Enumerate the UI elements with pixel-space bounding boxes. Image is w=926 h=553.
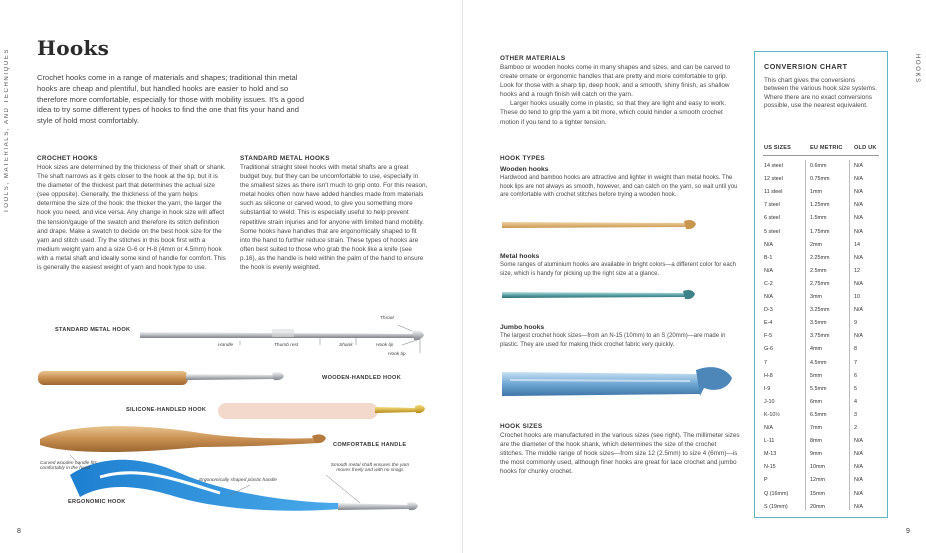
eu-metric-cell: 12mm <box>810 477 825 484</box>
eu-metric-cell: 3.5mm <box>810 320 827 327</box>
old-uk-cell: N/A <box>854 254 863 261</box>
wooden-handled-hook-image <box>38 371 284 385</box>
standard-metal-heading: STANDARD METAL HOOKS <box>240 155 330 162</box>
us-size-cell: D-3 <box>764 307 773 314</box>
us-size-cell: I-9 <box>764 385 771 392</box>
page-number-right: 9 <box>906 528 910 535</box>
table-row <box>755 423 887 436</box>
table-row <box>755 279 887 292</box>
table-row <box>755 502 887 515</box>
us-size-cell: 6 steel <box>764 215 780 222</box>
table-row <box>755 331 887 344</box>
chapter-side-header: HOOKS <box>914 54 920 84</box>
old-uk-cell: N/A <box>854 477 863 484</box>
old-uk-cell: 12 <box>854 267 860 274</box>
table-row <box>755 266 887 279</box>
hook-sizes-section <box>500 423 740 476</box>
table-row <box>755 397 887 410</box>
us-size-cell: C-2 <box>764 280 773 287</box>
table-row <box>755 410 887 423</box>
us-size-cell: N/A <box>764 425 773 431</box>
table-row <box>755 305 887 318</box>
eu-metric-cell: 8mm <box>810 438 822 445</box>
other-materials-body-1: Bamboo or wooden hooks come in many shapes and sizes, and can be carved to create ornate or ergonomic handles that are pretty and more comfortable to grip. Look for those with a sharp tip, deep hook, and a smooth, shiny finish, as shallow hooks and a rough finish will catch on the yarn. <box>500 64 731 99</box>
eu-metric-cell: 5mm <box>810 372 822 379</box>
eu-metric-cell: 5.5mm <box>810 385 827 392</box>
old-uk-cell: N/A <box>854 451 863 458</box>
silicone-handled-hook-label: SILICONE-HANDLED HOOK <box>126 407 207 413</box>
us-size-cell: 12 steel <box>764 176 783 183</box>
wooden-handled-hook-label: WOODEN-HANDLED HOOK <box>322 375 402 381</box>
eu-metric-cell: 2mm <box>810 241 822 248</box>
eu-metric-cell: 6mm <box>810 398 822 405</box>
page-number-left: 8 <box>17 528 21 535</box>
ergonomic-handle-note: Ergonomically shaped plastic handle <box>199 478 277 483</box>
metal-hooks-section <box>500 253 740 278</box>
old-uk-cell: N/A <box>854 333 863 340</box>
standard-metal-hook-image <box>140 329 424 340</box>
comfortable-handle-label: COMFORTABLE HANDLE <box>333 442 407 448</box>
table-row <box>755 344 887 357</box>
old-uk-cell: N/A <box>854 438 863 445</box>
us-size-cell: S (19mm) <box>764 503 788 510</box>
old-uk-cell: 4 <box>854 398 857 405</box>
us-size-cell: H-8 <box>764 372 773 379</box>
eu-metric-cell: 3mm <box>810 294 822 300</box>
eu-metric-cell: 1mm <box>810 189 822 196</box>
table-row <box>755 475 887 488</box>
table-row <box>755 384 887 397</box>
old-uk-cell: N/A <box>854 307 863 314</box>
left-page <box>0 0 462 553</box>
eu-metric-cell: 1.25mm <box>810 202 830 209</box>
curved-handle-note: Curved wooden handle fits comfortably in the hand <box>40 461 97 471</box>
table-row <box>755 213 887 226</box>
us-size-cell: B-1 <box>764 254 773 261</box>
header-us-sizes: US SIZES <box>764 145 792 151</box>
hook-lip-annotation: Hook lip <box>376 343 394 348</box>
eu-metric-cell: 20mm <box>810 503 825 510</box>
us-size-cell: 11 steel <box>764 189 783 196</box>
us-size-cell: J-10 <box>764 398 775 405</box>
table-row <box>755 240 887 253</box>
eu-metric-cell: 3.75mm <box>810 333 830 340</box>
table-row <box>755 292 887 305</box>
header-rule <box>763 155 879 156</box>
wooden-hooks-text: Hardwood and bamboo hooks are attractive and lighter in weight than metal hooks. The hook lips are not always as smooth, however, and can catch on the yarn, so wait until you are comfortable with crochet stitches before trying a wooden hook. <box>500 175 738 199</box>
old-uk-cell: N/A <box>854 503 863 510</box>
us-size-cell: 7 <box>764 359 767 366</box>
eu-metric-cell: 3.25mm <box>810 307 830 314</box>
old-uk-cell: N/A <box>854 280 863 287</box>
other-materials-heading: OTHER MATERIALS <box>500 55 566 62</box>
table-row <box>755 253 887 266</box>
old-uk-cell: N/A <box>854 189 863 196</box>
old-uk-cell: 9 <box>854 320 857 327</box>
table-row <box>755 449 887 462</box>
old-uk-cell: 10 <box>854 294 860 300</box>
hooks-illustration <box>0 305 462 530</box>
us-size-cell: Q (16mm) <box>764 490 789 497</box>
table-row <box>755 489 887 502</box>
header-eu-metric: EU METRIC <box>810 145 843 151</box>
section-side-header: TOOLS, MATERIALS, AND TECHNIQUES <box>4 48 10 213</box>
table-row <box>755 200 887 213</box>
wooden-hooks-title: Wooden hooks <box>500 166 549 173</box>
eu-metric-cell: 2.5mm <box>810 267 827 274</box>
page-title: Hooks <box>37 36 110 60</box>
eu-metric-cell: 7mm <box>810 425 822 431</box>
header-old-uk: OLD UK <box>854 145 877 151</box>
eu-metric-cell: 15mm <box>810 490 825 497</box>
old-uk-cell: 3 <box>854 411 857 418</box>
old-uk-cell: 8 <box>854 346 857 353</box>
hook-sizes-heading: HOOK SIZES <box>500 423 543 430</box>
us-size-cell: G-6 <box>764 346 773 353</box>
eu-metric-cell: 4mm <box>810 346 822 353</box>
table-row <box>755 161 887 174</box>
shank-annotation: Shank <box>339 343 353 348</box>
us-size-cell: P <box>764 477 768 484</box>
metal-hooks-text: Some ranges of aluminium hooks are available in bright colors—a different color for each size, which is handy for picking up the right size at a glance. <box>500 262 737 277</box>
table-row <box>755 371 887 384</box>
eu-metric-cell: 2.25mm <box>810 254 830 261</box>
us-size-cell: K-10½ <box>764 411 780 418</box>
other-materials-section <box>500 55 740 127</box>
us-size-cell: N/A <box>764 241 773 248</box>
other-materials-body-2: Larger hooks usually come in plastic, so that they are light and easy to work. These do tend to grip the yarn a bit more, which could hinder a smooth crochet motion if you tend to a tighter tension. <box>500 100 726 126</box>
table-row <box>755 227 887 240</box>
eu-metric-cell: 0.6mm <box>810 163 827 169</box>
eu-metric-cell: 10mm <box>810 464 825 471</box>
silicone-handled-hook-image <box>218 403 425 419</box>
standard-metal-body: Traditional straight steel hooks with metal shafts are a great budget buy, but they can be uncomfortable to use, especially in the smallest sizes as there isn't much to grip onto. For this reason, metal hooks often now have added handles made from materials such as silicone or carved wood, to give you something more substantial to wield. This is especially useful to help prevent repetitive strain injuries and for anyone with limited hand mobility. Some hooks have handles that are ergonomically shaped to fit into the hand to further reduce strain. These types of hooks are often best suited to those who grab the hook like a knife (see p.16), as the handle is held within the palm of the hand to ensure the hook is evenly weighted. <box>240 164 428 272</box>
eu-metric-cell: 1.75mm <box>810 228 830 235</box>
hook-types-heading: HOOK TYPES <box>500 155 545 162</box>
old-uk-cell: 6 <box>854 372 857 379</box>
eu-metric-cell: 2.75mm <box>810 280 830 287</box>
old-uk-cell: 7 <box>854 359 857 366</box>
old-uk-cell: 2 <box>854 425 857 431</box>
conversion-chart-title: CONVERSION CHART <box>764 62 848 71</box>
old-uk-cell: 14 <box>854 241 860 248</box>
old-uk-cell: N/A <box>854 228 863 235</box>
us-size-cell: E-4 <box>764 320 773 327</box>
table-row <box>755 174 887 187</box>
table-row <box>755 318 887 331</box>
conversion-chart <box>754 51 888 518</box>
old-uk-cell: 5 <box>854 385 857 392</box>
thumb-rest-annotation: Thumb rest <box>274 343 299 348</box>
ergonomic-hook-label: ERGONOMIC HOOK <box>68 499 126 505</box>
eu-metric-cell: 9mm <box>810 451 822 458</box>
us-size-cell: M-13 <box>764 451 777 458</box>
hook-tip-annotation: Hook tip <box>388 352 406 357</box>
us-size-cell: 5 steel <box>764 228 780 235</box>
smooth-shaft-note: Smooth metal shaft ensures the yarn moves freely and with no snags <box>330 463 410 473</box>
old-uk-cell: N/A <box>854 215 863 222</box>
old-uk-cell: N/A <box>854 490 863 497</box>
jumbo-hooks-section <box>500 324 745 349</box>
eu-metric-cell: 6.5mm <box>810 411 827 418</box>
jumbo-hooks-title: Jumbo hooks <box>500 324 545 331</box>
metal-hooks-title: Metal hooks <box>500 253 540 260</box>
us-size-cell: 7 steel <box>764 202 780 209</box>
table-row <box>755 436 887 449</box>
jumbo-hook-image <box>500 360 740 408</box>
us-size-cell: L-11 <box>764 438 775 445</box>
throat-annotation: Throat <box>380 316 394 321</box>
metal-hook-image <box>500 287 700 303</box>
eu-metric-cell: 4.5mm <box>810 359 827 366</box>
jumbo-hooks-text: The largest crochet hook sizes—from an N-15 (10mm) to an S (20mm)—are made in plastic. They are used for making thick crochet fabric very quickly. <box>500 333 726 348</box>
us-size-cell: N/A <box>764 294 773 300</box>
eu-metric-cell: 0.75mm <box>810 176 830 183</box>
old-uk-cell: N/A <box>854 163 863 169</box>
us-size-cell: 14 steel <box>764 163 783 169</box>
table-row <box>755 187 887 200</box>
old-uk-cell: N/A <box>854 176 863 183</box>
table-row <box>755 462 887 475</box>
handle-annotation: Handle <box>218 343 234 348</box>
table-row <box>755 358 887 371</box>
old-uk-cell: N/A <box>854 464 863 471</box>
eu-metric-cell: 1.5mm <box>810 215 827 222</box>
conversion-chart-description: This chart gives the conversions between the various hook size systems. Where there are no exact conversions possible, use the nearest equivalent. <box>764 77 877 110</box>
old-uk-cell: N/A <box>854 202 863 209</box>
us-size-cell: F-5 <box>764 333 773 340</box>
crochet-hooks-section <box>37 155 227 272</box>
us-size-cell: N/A <box>764 267 773 274</box>
intro-paragraph: Crochet hooks come in a range of materials and shapes; traditional thin metal hooks are cheap and plentiful, but handled hooks are easier to hold and so therefore more comfortable, especially for those with mobility issues. It's a good idea to try some different types of hooks to find the one that fits your hand and style of hold most comfortably. <box>37 73 304 126</box>
comfortable-handle-hook-image <box>40 426 326 452</box>
hook-types-section <box>500 155 740 200</box>
standard-metal-section <box>240 155 428 272</box>
crochet-hooks-body: Hook sizes are determined by the thickness of their shaft or shank. The shaft narrows as it gets closer to the hook at the tip, but it is the diameter of the thickest part that determines the actual size (see opposite). Generally, the thickness of the yarn helps determine the size of the hook: the thicker the yarn, the larger the hook you need, and vice versa. Any change in hook size will affect the tension/gauge of the swatch and therefore its stitch definition and drape. Make a swatch to decide on the best hook size for the yarn and stitch used. Try the stitches in this book first with a medium weight yarn and a size G-6 or H-8 (4mm or 4.5mm) hook with a metal shaft and ideally some kind of handle for comfort. This is generally the easiest weight of yarn and hook type to use. <box>37 164 226 272</box>
standard-metal-hook-label: STANDARD METAL HOOK <box>55 327 131 333</box>
hook-sizes-body: Crochet hooks are manufactured in the various sizes (see right). The millimeter sizes are the diameter of the hook shank, which determines the size of the crochet stitches. The middle range of hook sizes—from size 12 (2.5mm) to size 4 (6mm)—is the most commonly used, although finer hooks are great for lace crochet and jumbo hooks for chunky crochet. <box>500 432 740 476</box>
us-size-cell: N-15 <box>764 464 776 471</box>
wooden-hook-image <box>500 216 700 234</box>
crochet-hooks-heading: CROCHET HOOKS <box>37 155 98 162</box>
